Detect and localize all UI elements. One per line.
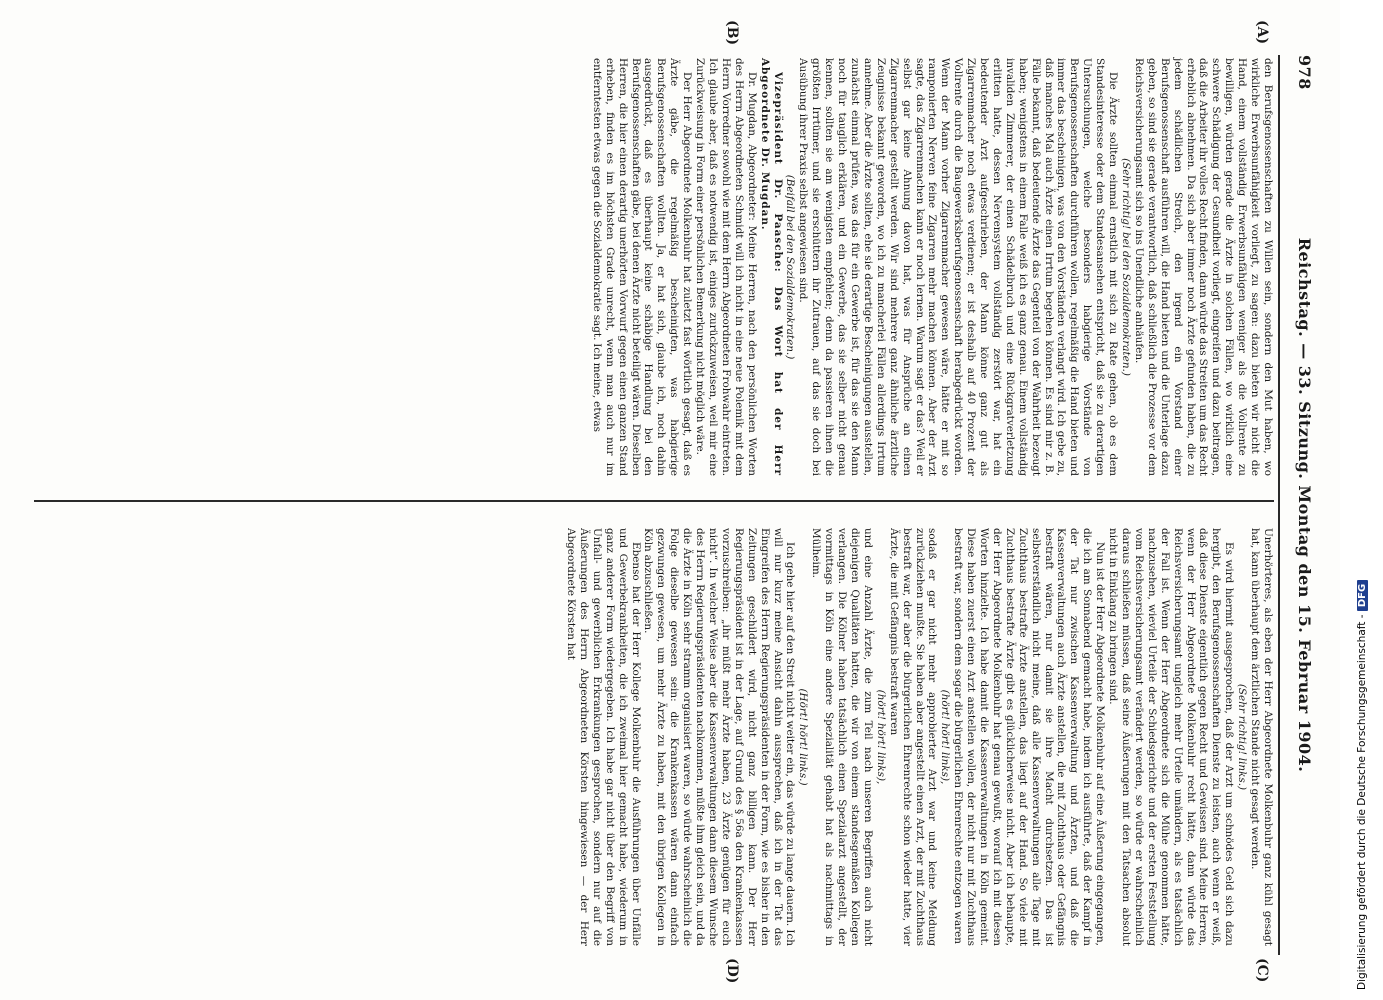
paragraph: und eine Anzahl Ärzte, die zum Teil nach unseren Begriffen auch nicht diejenigen Qualitäten hatten, die wir von einem standesgemäßen Kollegen verlangen. Die Kölner haben tatsächlich einen Spezialarzt angestellt, der vormittags in Köln eine andere Spezialität gehabt hat als nachmittags in Mülheim. (810, 528, 874, 946)
paragraph: sodaß er gar nicht mehr approbierter Arzt war und keine Meldung zurückziehen mußte. Sie haben aber angestellt einen Arzt, der mit Zuchthaus bestraft war, der aber die bürgerlichen Ehrenrechte schon wieder hatte, vier Ärzte, die mit Gefängnis bestraft waren (887, 528, 939, 946)
paragraph: Unerhörteres, als eben der Herr Abgeordnete Molkenbuhr ganz kühl gesagt hat, kann überhaupt dem ärztlichen Stande nicht gesagt werden. (1249, 528, 1274, 946)
running-head (1288, 55, 1318, 955)
paragraph: Die Ärzte sollten einmal ernstlich mit sich zu Rate gehen, ob es dem Standesinteresse oder dem Standesansehen entspricht, daß sie zu derartigen Untersuchungen, welche besonders habgierige Vorstände von Berufsgenossenschaften durchführen wollen, regelmäßig die Hand bieten und immer das bescheinigen, was von den Vorständen verlangt wird. Ich gebe zu, daß manches Mal auch Ärzte einen Irrtum begehen können. Es sind mir z. B. Fälle bekannt, daß bedeutende Ärzte das Gegenteil von der Wahrheit bezeugt haben; wenigstens in einem Falle weiß ich es ganz genau. Einem vollständig invaliden Zimmerer, der einen Schädelbruch und eine Rückgratverletzung erlitten hatte, dessen Nervensystem vollständig zerstört war, hat ein bedeutender Arzt aufgeschrieben, der Mann könne ganz gut als Zigarrenmacher noch etwas verdienen; er ist deshalb auf 40 Prozent der Vollrente durch die Baugewerksberufsgenossenschaft herabgedrückt worden. Wenn der Mann vorher Zigarrenmacher gewesen wäre, hätte er mit so ramponierten Nerven feine Zigarren mehr machen können. Aber der Arzt sagte, das Zigarrenmachen kann er noch lernen. Warum sagt er das? Weil er selbst gar keine Ahnung davon hat, was für Ansprüche an einen Zigarrenmacher gestellt werden. Wir sind mehrere ganz ähnliche ärztliche Zeugnisse bekannt geworden, wo ich zu mancherlei Fällen allerdings Irrtum annehme. Aber die Ärzte sollten, ehe sie derartige Bescheinigungen ausstellen, zunächst einmal prüfen, was das für ein Gewerbe ist, für das sie den Mann noch für tauglich erklären, und ein Gewerbe, das sie selber nicht genau kennen, sollten sie am wenigsten empfehlen; denn da passieren ihnen die größten Irrtümer, und sie erschüttern ihr Zutrauen, auf das sie doch bei Ausübung ihrer Praxis selbst angewiesen sind. (797, 58, 1120, 476)
header-rule (1278, 55, 1280, 955)
left-column (590, 58, 1274, 476)
column-divider (34, 500, 1274, 502)
interjection: (hört! hört! links), (874, 689, 887, 785)
paragraph: den Berufsgenossenschaften zu Willen sein, sondern den Mut haben, wo wirkliche Erwerbsunfähigkeit vorliegt, zu sagen: dazu bieten wir nicht die Hand, einem vollständig Erwerbsunfähigen weniger als die Vollrente zu bewilligen, würden gerade die Ärzte in solchen Fällen, wo wirklich eine schwere Schädigung der Gesundheit vorliegt, eingreifen und dazu beitragen, daß die Arbeiter ihr volles Recht finden, dann würde das Streiten um das Recht erheblich abnehmen. Da sich aber immer noch Ärzte gefunden haben, die zu jedem schädlichen Streich, den irgend ein Vorstand einer Berufsgenossenschaft ausführen will, die Hand bieten und die Unterlage dazu geben, so sind sie gerade verantwortlich, daß schließlich die Prozesse vor dem Reichsversicherungsamt sich so ins Unendliche anhäufen. (1132, 58, 1274, 476)
speaker-announcement: Vizepräsident Dr. Paasche: Das Wort hat der Herr Abgeordnete Dr. Mugdan. (758, 58, 784, 476)
interjection: (Sehr richtig! bei den Sozialdemokraten.) (1120, 158, 1133, 376)
paragraph: Es wird hiermit ausgesprochen, daß der Arzt um schnödes Geld sich dazu hergibt, den Berufsgenossenschaften Dienste zu leisten, auch wenn er weiß, daß diese Dienste eigentlich gegen Recht und Gewissen sind. Meine Herren, wenn der Herr Abgeordnete Molkenbuhr recht hätte, dann würde das Reichsversicherungsamt ungleich mehr Urteile umändern, als es tatsächlich der Fall ist. Wenn der Herr Abgeordnete sich die Mühe genommen hätte, nachzusehen, wieviel Urteile der Schiedsgerichte und der ersten Feststellung vom Reichsversicherungsamt verändert werden, so würde er wahrscheinlich daraus schließen müssen, daß seine Äußerungen mit den Tatsachen absolut nicht in Einklang zu bringen sind. (1107, 528, 1236, 946)
page-number: 978 (1295, 55, 1314, 90)
margin-letter-d: (D) (724, 958, 740, 984)
paragraph: Der Herr Abgeordnete Molkenbuhr hat zuletzt fast wörtlich gesagt, daß es Ärzte gäbe, die regelmäßig bescheinigten, was habgierige Berufsgenossenschaften wollten. Ja, er hat sich, glaube ich, noch dahin ausgedrückt, daß es überhaupt keine schäbige Handlung bei den Berufsgenossenschaften gäbe, bei denen Ärzte nicht beteiligt wären. Dieselben Herren, die hier einen derartig unerhörten Vorwurf gegen einen ganzen Stand erheben, finden es im höchsten Grade unrecht, wenn man auch nur im entferntesten etwas gegen die Sozialdemokratie sagt. Ich meine, etwas (590, 58, 694, 476)
margin-letter-b: (B) (724, 20, 740, 46)
credit-text: Digitalisierung gefördert durch die Deutsche Forschungsgemeinschaft - (1356, 614, 1368, 990)
interjection: (Beifall bei den Sozialdemokraten.) (784, 174, 797, 360)
digitization-credit (1356, 0, 1376, 990)
interjection: (Sehr richtig! links.) (1236, 683, 1249, 791)
dfg-logo: DFG (1357, 580, 1368, 611)
paragraph: Dr. Mugdan, Abgeordneter: Meine Herren, nach den persönlichen Worten des Herrn Abgeordneten Schmidt will ich nicht in eine neue Polemik mit dem Herrn Vorredner sowohl wie mit dem Herrn Abgeordneten Frohwahr eintreten. Ich glaube aber, daß es notwendig ist, einiges zurückzuweisen, weil mir eine Zurückweisung in Form einer persönlichen Bemerkung nicht möglich wäre. (694, 58, 758, 476)
margin-letter-c: (C) (1254, 958, 1270, 983)
interjection: (Hört! hört! links.) (797, 688, 810, 786)
interjection: (hört! hört! links), (939, 689, 952, 785)
paragraph: Ebenso hat der Herr Kollege Molkenbuhr die Ausführungen über Unfälle und Gewerbekrankheiten, die ich zweimal hier gemacht habe, wiederum in ganz anderer Form wiedergegeben. Ich habe gar nicht über den Begriff von Unfall- und gewerblichen Erkrankungen gesprochen, sondern nur auf die Äußerungen des Herrn Abgeordneten Körsten hingewiesen — der Herr Abgeordnete Körsten hat (565, 528, 642, 946)
paragraph: Nun ist der Herr Abgeordnete Molkenbuhr auf eine Äußerung eingegangen, die ich am Sonnabend gemacht habe, indem ich ausführte, daß der Kampf in der Tat nur zwischen Kassenverwaltung und Ärzten, und daß die Kassenverwaltungen auch Ärzte anstellen, die mit Zuchthaus oder Gefängnis bestraft wären, nur damit sie ihre Macht durchsetzen. Das ist selbstverständlich nicht meine, daß alle Kassenverwaltungen alle Tage mit Zuchthaus bestrafte Ärzte anstellen, das liegt auf der Hand. So viele mit Zuchthaus bestrafte Ärzte gibt es glücklicherweise nicht. Aber ich behaupte, der Herr Abgeordnete Molkenbuhr hat genau gewußt, worauf ich mit diesen Worten hinzielte. Ich habe damit die Kassenverwaltungen in Köln gemeint. Diese haben zuerst einen Arzt anstellen wollen, der nicht nur mit Zuchthaus bestraft war, sondern dem sogar die bürgerlichen Ehrenrechte entzogen waren (952, 528, 1107, 946)
margin-letter-a: (A) (1254, 20, 1270, 45)
right-column (564, 528, 1274, 946)
page-title: Reichstag. — 33. Sitzung. Montag den 15. Februar 1904. (1295, 237, 1314, 773)
paragraph: Ich gehe hier auf den Streit nicht weiter ein, das würde zu lange dauern. Ich will nur kurz meine Ansicht dahin aussprechen, daß ich in der Tat das Eingreifen des Herrn Regierungspräsidenten in der Form, wie es bisher in den Zeitungen geschildert wird, nicht ganz billigen kann. Der Herr Regierungspräsident ist in der Lage, auf Grund des § 56a den Krankenkassen vorzuschreiben: „ihr müßt mehr Ärzte haben, 23 Ärzte genügen für euch nicht“. In welcher Weise aber die Kassenverwaltungen dann diesem Wunsche des Herrn Regierungspräsidenten nachkommen, müßte ihm gleich sein, und da die Ärzte in Köln sehr stramm organisiert waren, so würde wahrscheinlich die Folge dieselbe gewesen sein: die Krankenkassen wären dann einfach gezwungen gewesen, um mehr Ärzte zu haben, mit den übrigen Kollegen in Köln abzuschließen. (642, 528, 797, 946)
